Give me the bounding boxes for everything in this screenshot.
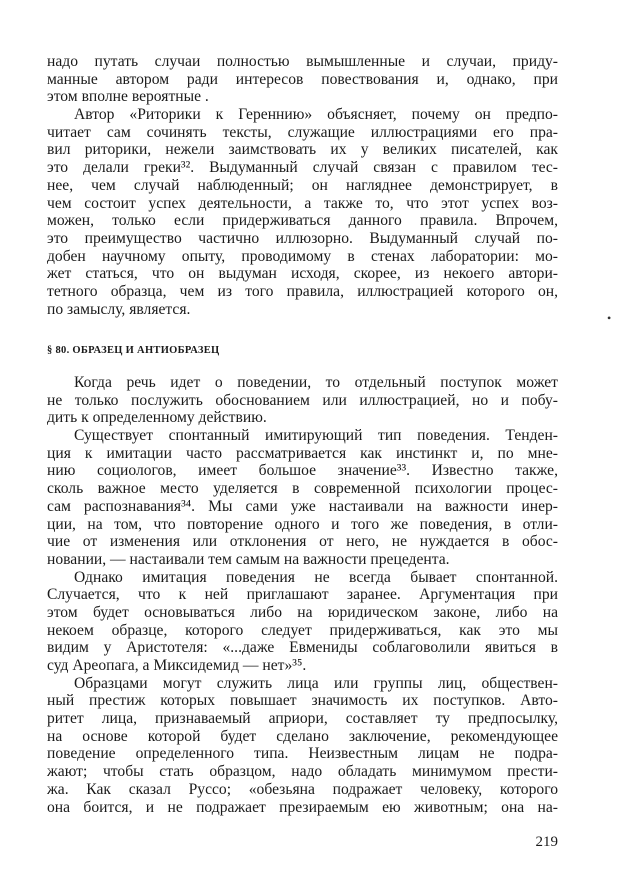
text-line: сам распознавания³⁴. Мы сами уже настаивали на важности инер-: [47, 497, 558, 515]
text-line: она боится, и не подражает презираемым ею животным; она на-: [47, 798, 558, 816]
text-line: ный престиж которых повышает значимость их поступков. Авто-: [47, 692, 558, 710]
text-line: новании, — настаивали тем самым на важности прецедента.: [47, 550, 450, 568]
text-line: это делали греки³². Выдуманный случай связан с правилом тес-: [47, 159, 558, 177]
text-line: это преимущество частично иллюзорно. Выдуманный случай по-: [47, 229, 558, 247]
scan-mark: •: [607, 311, 612, 325]
text-line: добен научному опыту, проводимому в стенах лаборатории: мо-: [47, 247, 558, 265]
text-line: надо путать случаи полностью вымышленные и случаи, приду-: [47, 53, 558, 70]
text-line: этом вполне вероятные .: [47, 88, 209, 106]
text-line: можен, только если придерживаться данного правила. Впрочем,: [47, 212, 558, 230]
text-line: ция к имитации часто рассматривается как инстинкт и, по мне-: [47, 444, 558, 462]
text-block-1: [47, 53, 558, 318]
text-line: поведение определенного типа. Неизвестным лицам не подра-: [47, 745, 558, 763]
text-line: ритет лица, признаваемый априори, составляет ту предпосылку,: [47, 710, 558, 728]
text-line: жают; чтобы стать образцом, надо обладать минимумом прести-: [47, 763, 558, 781]
text-line: жет статься, что он выдуман исходя, скорее, из некоего автори-: [47, 265, 558, 283]
text-line: некоем образце, которого следует придерживаться, как это мы: [47, 621, 558, 639]
text-line: нее, чем случай наблюденный; он нагляднее демонстрирует, в: [47, 176, 558, 194]
text-line: дить к определенному действию.: [47, 409, 267, 427]
text-line: Автор «Риторики к Гереннию» объясняет, почему он предпо-: [74, 106, 558, 124]
text-line: Однако имитация поведения не всегда бывает спонтанной.: [74, 568, 558, 586]
page-number: 219: [535, 834, 558, 850]
text-line: Существует спонтанный имитирующий тип поведения. Тенден-: [74, 427, 558, 445]
text-line: манные автором ради интересов повествования и, однако, при: [47, 70, 558, 88]
text-line: Случается, что к ней приглашают заранее. Аргументация при: [47, 586, 558, 604]
text-line: видим у Аристотеля: «...даже Евмениды соблаговолили явиться в: [47, 639, 558, 657]
text-block-2: [47, 374, 558, 816]
text-line: Образцами могут служить лица или группы лиц, обществен-: [74, 674, 558, 692]
text-line: вил риторики, нежели заимствовать их у великих писателей, как: [47, 141, 558, 159]
text-line: нию социологов, имеет большое значение³³. Известно также,: [47, 462, 558, 480]
text-line: по замыслу, является.: [47, 300, 191, 318]
text-line: сколь важное место уделяется в современной психологии процес-: [47, 480, 558, 498]
text-line: этом будет основываться либо на юридическом законе, либо на: [47, 603, 558, 621]
text-line: чем состоит успех деятельности, а также то, что этот успех воз-: [47, 194, 558, 212]
section-heading: § 80. ОБРАЗЕЦ И АНТИОБРАЗЕЦ: [47, 345, 220, 356]
text-line: на основе которой будет сделано заключение, рекомендующее: [47, 727, 558, 745]
text-line: Когда речь идет о поведении, то отдельный поступок может: [74, 374, 558, 391]
text-line: ции, на том, что повторение одного и того же поведения, в отли-: [47, 515, 558, 533]
text-line: суд Ареопага, а Миксидемид — нет»³⁵.: [47, 657, 307, 674]
text-line: тетного образца, чем из того правила, иллюстрацией которого он,: [47, 282, 558, 300]
text-line: чие от изменения или отклонения от него, не нуждается в обос-: [47, 533, 558, 551]
text-line: читает сам сочинять тексты, служащие иллюстрациями его пра-: [47, 123, 558, 141]
text-line: жа. Как сказал Руссо; «обезьяна подражает человеку, которого: [47, 780, 558, 798]
text-line: не только послужить обоснованием или иллюстрацией, но и побу-: [47, 391, 558, 409]
